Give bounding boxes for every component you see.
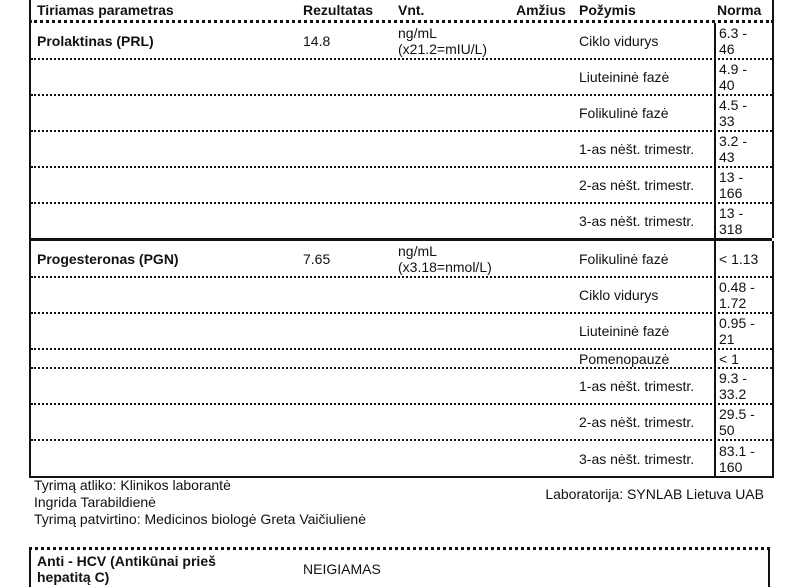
norm [714,204,770,238]
header-sign: Požymis [579,2,636,18]
sign: Liuteininė fazė [579,323,670,339]
table-row [31,23,772,60]
header-age: Amžius [516,2,566,18]
norm-line1: 13 - [719,169,744,185]
unit [398,241,538,276]
table-header [29,0,774,23]
sign: 2-as nėšt. trimestr. [579,177,695,193]
sign: Folikulinė fazė [579,250,669,267]
section-prolactin [29,23,774,238]
result-value: 14.8 [303,32,331,49]
norm [714,405,770,439]
section-hcv [29,547,770,587]
result-value: NEIGIAMAS [303,560,381,577]
table-row [31,405,772,441]
sign: Folikulinė fazė [579,105,669,121]
confirmed-by: Tyrimą patvirtino: Medicinos biologė Greta Vaičiulienė [34,511,367,527]
norm-line1: 6.3 - [719,24,748,41]
sign: 1-as nėšt. trimestr. [579,378,695,394]
norm-line1: 83.1 - [719,442,755,459]
norm-line1: 4.9 - [719,61,748,77]
norm: < 1.13 [714,241,770,276]
norm [714,314,770,348]
norm [714,132,770,166]
header-result: Rezultatas [303,2,374,18]
norm-line2: 33 [719,113,735,129]
table-row [31,369,772,405]
table-row [31,132,772,168]
norm-line1: 0.48 - [719,279,755,295]
sign: Liuteininė fazė [579,69,670,85]
sign: 2-as nėšt. trimestr. [579,414,695,430]
norm-line1: 9.3 - [719,370,748,386]
norm: < 1 [714,350,770,367]
table-row [31,60,772,96]
sign: Pomenopauzė [579,350,670,367]
norm [714,96,770,130]
unit-line1: ng/mL [398,242,437,259]
norm [714,441,770,476]
norm-line1: 29.5 - [719,406,755,422]
hcv-name-line1: Anti - HCV (Antikūnai prieš [37,552,216,569]
result-value: 7.65 [303,250,331,267]
sign: 3-as nėšt. trimestr. [579,213,695,229]
sign: 1-as nėšt. trimestr. [579,141,695,157]
norm [714,60,770,94]
norm-line2: 40 [719,77,735,93]
section-progesterone [29,241,774,478]
norm-line2: 166 [719,185,743,201]
table-row [31,441,772,476]
norm-line1: 13 - [719,205,744,221]
performed-by [34,477,366,528]
sign: Ciklo vidurys [579,32,659,49]
table-row [31,314,772,350]
table-row [31,204,772,238]
unit-line1: ng/mL [398,24,437,41]
laboratory: Laboratorija: SYNLAB Lietuva UAB [545,486,764,502]
norm-line2: 160 [719,458,743,475]
norm-line2: 21 [719,331,735,347]
norm-line2: 46 [719,40,735,57]
table-row [31,96,772,132]
norm [714,278,770,312]
norm-line1: 0.95 - [719,315,755,331]
param-name: Prolaktinas (PRL) [37,32,154,49]
sign: 3-as nėšt. trimestr. [579,450,695,467]
param-name [37,550,297,587]
unit [398,23,538,58]
table-row [31,168,772,204]
norm-line1: 4.5 - [719,97,748,113]
norm-line2: 318 [719,221,743,237]
table-row [31,241,772,278]
norm [714,369,770,403]
table-row [31,350,772,369]
norm [714,168,770,202]
header-norm: Norma [717,2,762,18]
table-row [31,278,772,314]
norm-line2: 1.72 [719,295,747,311]
norm-line2: 33.2 [719,386,747,402]
norm-line2: 43 [719,149,735,165]
header-unit: Vnt. [398,2,425,18]
performed-by-line2: Ingrida Tarabildienė [34,494,156,510]
header-param: Tiriamas parametras [37,2,174,18]
param-name: Progesteronas (PGN) [37,250,179,267]
norm-line2: 50 [719,422,735,438]
unit-line2: (x3.18=nmol/L) [398,258,492,275]
hcv-name-line2: hepatitą C) [37,568,110,585]
norm [714,23,770,58]
unit-line2: (x21.2=mIU/L) [398,40,488,57]
sign: Ciklo vidurys [579,287,659,303]
performed-by-line1: Tyrimą atliko: Klinikos laborantė [34,477,231,493]
norm-line1: 3.2 - [719,133,748,149]
